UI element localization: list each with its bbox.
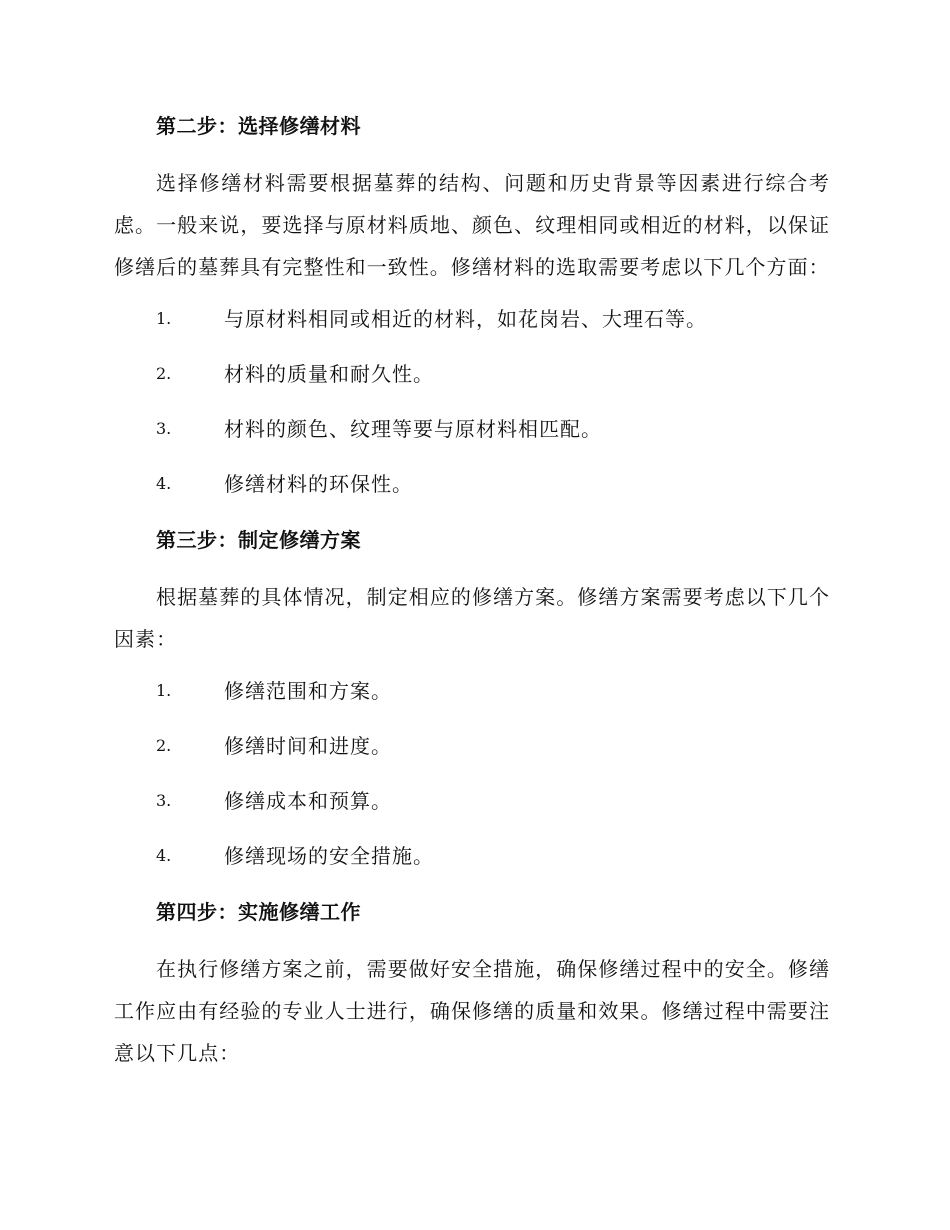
list-number: 2. <box>156 736 172 755</box>
numbered-list-step-3 <box>114 674 830 894</box>
list-item <box>114 412 830 467</box>
list-text: 材料的颜色、纹理等要与原材料相匹配。 <box>224 417 602 441</box>
list-item <box>114 784 830 839</box>
list-item <box>114 729 830 784</box>
list-item <box>114 674 830 729</box>
list-text: 修缮材料的环保性。 <box>224 472 413 496</box>
list-number: 2. <box>156 364 172 383</box>
list-text: 与原材料相同或相近的材料，如花岗岩、大理石等。 <box>224 307 707 331</box>
list-text: 修缮时间和进度。 <box>224 734 392 758</box>
section-heading-step-3: 第三步：制定修缮方案 <box>156 528 361 552</box>
list-item <box>114 357 830 412</box>
section-heading-step-4: 第四步：实施修缮工作 <box>156 900 361 924</box>
section-paragraph-step-2: 选择修缮材料需要根据墓葬的结构、问题和历史背景等因素进行综合考虑。一般来说，要选择与原材料质地、颜色、纹理相同或相近的材料，以保证修缮后的墓葬具有完整性和一致性。修缮材料的选取需要考虑以下几个方面： <box>114 171 830 279</box>
section-heading-step-2: 第二步：选择修缮材料 <box>156 114 361 138</box>
list-text: 修缮现场的安全措施。 <box>224 844 434 868</box>
list-number: 3. <box>156 791 172 810</box>
list-number: 4. <box>156 846 172 865</box>
list-item <box>114 839 830 894</box>
list-text: 修缮范围和方案。 <box>224 679 392 703</box>
list-text: 材料的质量和耐久性。 <box>224 362 434 386</box>
list-number: 4. <box>156 474 172 493</box>
list-number: 1. <box>156 681 172 700</box>
numbered-list-step-2 <box>114 302 830 522</box>
list-number: 1. <box>156 309 172 328</box>
list-text: 修缮成本和预算。 <box>224 789 392 813</box>
list-item <box>114 467 830 522</box>
section-paragraph-step-3: 根据墓葬的具体情况，制定相应的修缮方案。修缮方案需要考虑以下几个因素： <box>114 585 830 651</box>
list-item <box>114 302 830 357</box>
section-paragraph-step-4: 在执行修缮方案之前，需要做好安全措施，确保修缮过程中的安全。修缮工作应由有经验的专业人士进行，确保修缮的质量和效果。修缮过程中需要注意以下几点： <box>114 957 830 1065</box>
list-number: 3. <box>156 419 172 438</box>
document-body <box>114 108 830 1088</box>
